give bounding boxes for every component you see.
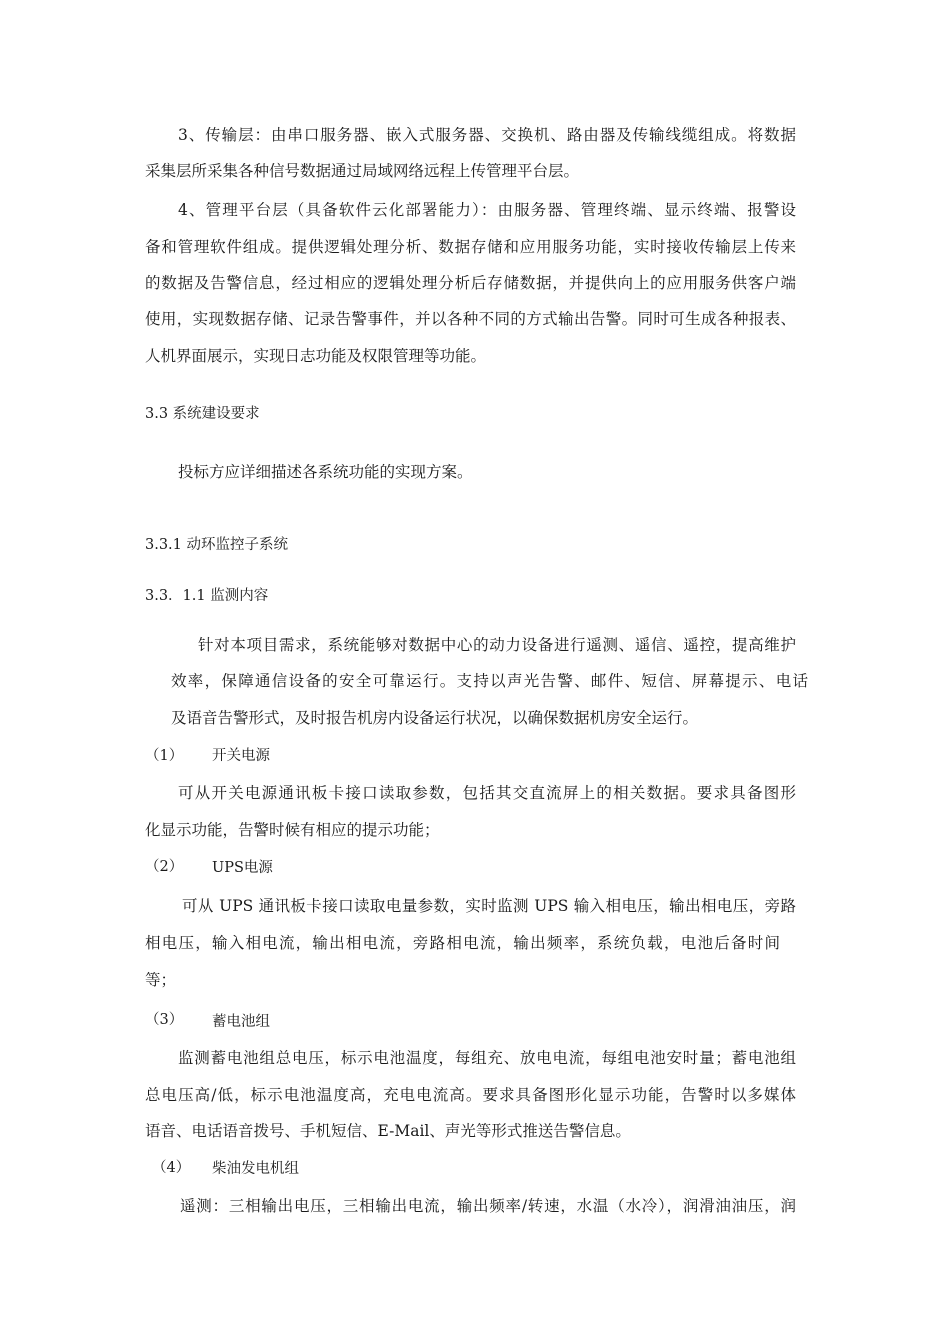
paragraph-line: 等；	[145, 971, 177, 989]
list-item-title: 柴油发电机组	[212, 1161, 299, 1177]
paragraph-line: 化显示功能，告警时候有相应的提示功能；	[145, 821, 440, 839]
list-item-title: 开关电源	[212, 748, 270, 764]
paragraph-line: 监测蓄电池组总电压，标示电池温度，每组充、放电电流，每组电池安时量；蓄电池组	[178, 1049, 796, 1067]
paragraph-line: 遥测：三相输出电压，三相输出电流，输出频率/转速，水温（水冷），润滑油油压，润	[180, 1197, 796, 1215]
section-heading: 3.3．1.1 监测内容	[145, 588, 269, 604]
paragraph-line: 可从开关电源通讯板卡接口读取参数，包括其交直流屏上的相关数据。要求具备图形	[178, 784, 796, 802]
list-item-number: （1）	[145, 748, 184, 764]
paragraph-line: 的数据及告警信息，经过相应的逻辑处理分析后存储数据，并提供向上的应用服务供客户端	[145, 274, 796, 292]
paragraph-line: 针对本项目需求，系统能够对数据中心的动力设备进行遥测、遥信、遥控，提高维护	[198, 636, 796, 654]
paragraph-line: 人机界面展示，实现日志功能及权限管理等功能。	[145, 347, 487, 365]
paragraph-line: 相电压，输入相电流，输出相电流，旁路相电流，输出频率，系统负载，电池后备时间	[145, 934, 780, 952]
list-item-number: （3）	[145, 1012, 184, 1028]
list-item-title: 蓄电池组	[212, 1014, 270, 1030]
paragraph-line: 及语音告警形式，及时报告机房内设备运行状况，以确保数据机房安全运行。	[171, 709, 699, 727]
paragraph-line: 总电压高/低，标示电池温度高，充电电流高。要求具备图形化显示功能，告警时以多媒体	[145, 1086, 796, 1104]
paragraph-line: 效率，保障通信设备的安全可靠运行。支持以声光告警、邮件、短信、屏幕提示、电话	[171, 672, 808, 690]
section-heading: 3.3.1 动环监控子系统	[145, 537, 289, 553]
paragraph-line: 使用，实现数据存储、记录告警事件，并以各种不同的方式输出告警。同时可生成各种报表、	[145, 310, 796, 328]
list-item-number: （2）	[145, 859, 184, 875]
paragraph-line: 采集层所采集各种信号数据通过局域网络远程上传管理平台层。	[145, 162, 580, 180]
paragraph-line: 3、传输层：由串口服务器、嵌入式服务器、交换机、路由器及传输线缆组成。将数据	[178, 126, 796, 144]
list-item-title: UPS电源	[212, 860, 273, 876]
paragraph-line: 投标方应详细描述各系统功能的实现方案。	[178, 463, 473, 481]
paragraph-line: 备和管理软件组成。提供逻辑处理分析、数据存储和应用服务功能，实时接收传输层上传来	[145, 238, 796, 256]
paragraph-line: 语音、电话语音拨号、手机短信、E-Mail、声光等形式推送告警信息。	[145, 1122, 631, 1140]
paragraph-line: 可从 UPS 通讯板卡接口读取电量参数，实时监测 UPS 输入相电压，输出相电压，旁路	[182, 897, 796, 915]
section-heading: 3.3 系统建设要求	[145, 406, 260, 422]
paragraph-line: 4、管理平台层（具备软件云化部署能力）：由服务器、管理终端、显示终端、报警设	[178, 201, 796, 219]
list-item-number: （4）	[152, 1160, 191, 1176]
